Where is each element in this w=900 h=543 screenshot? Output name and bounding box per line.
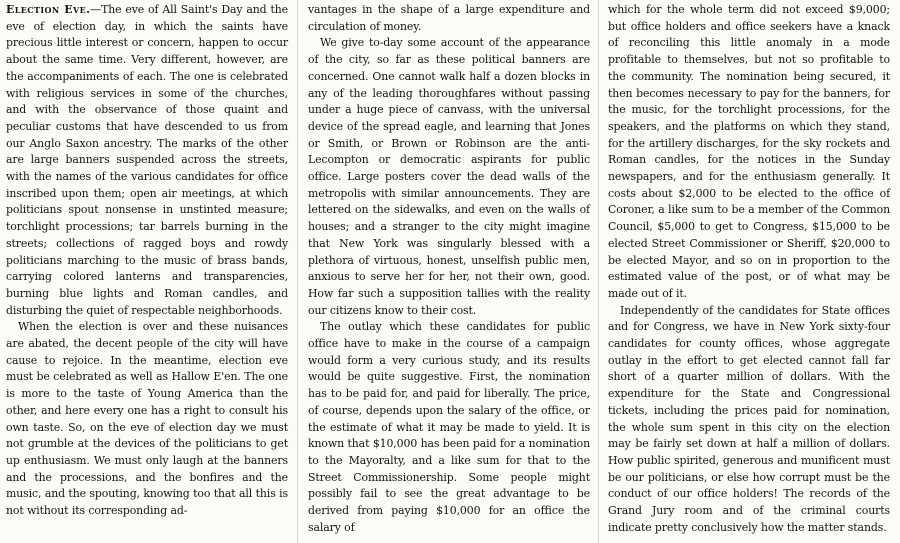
article-headline: Election Eve. — [6, 3, 91, 16]
article-column-3 — [608, 2, 890, 537]
article-paragraph: When the election is over and these nuisances are abated, the decent people of the city will have cause to rejoice. In the meantime, election eve must be celebrated as well as Hallow E'en. The one is more to the taste of Young America than the other, and here every one has a right to consult his own taste. So, on the eve of election day we must not grumble at the devices of the politicians to get up enthusiasm. We must only laugh at the banners and the processions, and the bonfires and the music, and the spouting, knowing too that all this is not without its corresponding ad- — [6, 320, 288, 518]
article-column-2 — [308, 2, 590, 537]
article-paragraph: We give to-day some account of the appearance of the city, so far as these political banners are concerned. One cannot walk half a dozen blocks in any of the leading thoroughfares without passing under a huge piece of canvass, with the universal device of the spread eagle, and learning that Jones or Smith, or Brown or Robinson are the anti-Lecompton or democratic aspirants for public office. Large posters cover the dead walls of the metropolis with similar announcements. They are lettered on the sidewalks, and even on the walls of houses; and a stranger to the city might imagine that New York was singularly blessed with a plethora of virtuous, honest, unselfish public men, anxious to serve her for her, not their own, good. How far such a supposition tallies with the reality our citizens know to their cost. — [308, 36, 590, 317]
column-divider — [598, 0, 599, 543]
article-paragraph-text: —The eve of All Saint's Day and the eve of election day, in which the saints have precious little interest or concern, happen to occur about the same time. Very different, however, are the accompaniments of each. The one is celebrated with religious services in some of the churches, and with the observance of those quaint and peculiar customs that have descended to us from our Anglo Saxon ancestry. The marks of the other are large banners suspended across the streets, with the names of the various candidates for office inscribed upon them; open air meetings, at which politicians spout nonsense in unstinted measure; torchlight processions; tar barrels burning in the streets; collections of ragged boys and rowdy politicians marching to the music of brass bands, carrying colored lanterns and transparencies, burning blue lights and Roman candles, and disturbing the quiet of respectable neighborhoods. — [6, 3, 288, 317]
article-column-1 — [6, 2, 288, 520]
article-paragraph: Independently of the candidates for State offices and for Congress, we have in New York sixty-four candidates for county offices, whose aggregate outlay in the effort to get elected cannot fall far short of a quarter million of dollars. With the expenditure for the State and Congressional tickets, including the prices paid for nomination, the whole sum spent in this city on the election may be fairly set down at half a million of dollars. How public spirited, generous and munificent must be our politicians, or else how corrupt must be the conduct of our office holders! The records of the Grand Jury room and of the criminal courts indicate pretty conclusively how the matter stands. — [608, 303, 890, 534]
article-paragraph: which for the whole term did not exceed $9,000; but office holders and office seekers have a knack of reconciling this little anomaly in a mode profitable to themselves, but not so profitable to the community. The nomination being secured, it then becomes necessary to pay for the banners, for the music, for the torchlight processions, for the speakers, and the platforms on which they stand, for the artillery discharges, for the sky rockets and Roman candles, for the notices in the Sunday newspapers, and for the enthusiasm generally. It costs about $2,000 to be elected to the office of Coroner, a like sum to be a member of the Common Council, $5,000 to get to Congress, $15,000 to be elected Street Commissioner or Sheriff, $20,000 to be elected Mayor, and so on in proportion to the estimated value of the post, or of what may be made out of it. — [608, 3, 890, 300]
column-divider — [297, 0, 298, 543]
article-paragraph — [6, 2, 288, 319]
article-paragraph: vantages in the shape of a large expenditure and circulation of money. — [308, 3, 590, 33]
article-paragraph: The outlay which these candidates for public office have to make in the course of a campaign would form a very curious study, and its results would be quite suggestive. First, the nomination has to be paid for, and paid for liberally. The price, of course, depends upon the salary of the office, or the estimate of what it may be made to yield. It is known that $10,000 has been paid for a nomination to the Mayoralty, and a like sum for that to the Street Commissionership. Some people might possibly fail to see the great advantage to be derived from paying $10,000 for an office the salary of — [308, 320, 590, 534]
